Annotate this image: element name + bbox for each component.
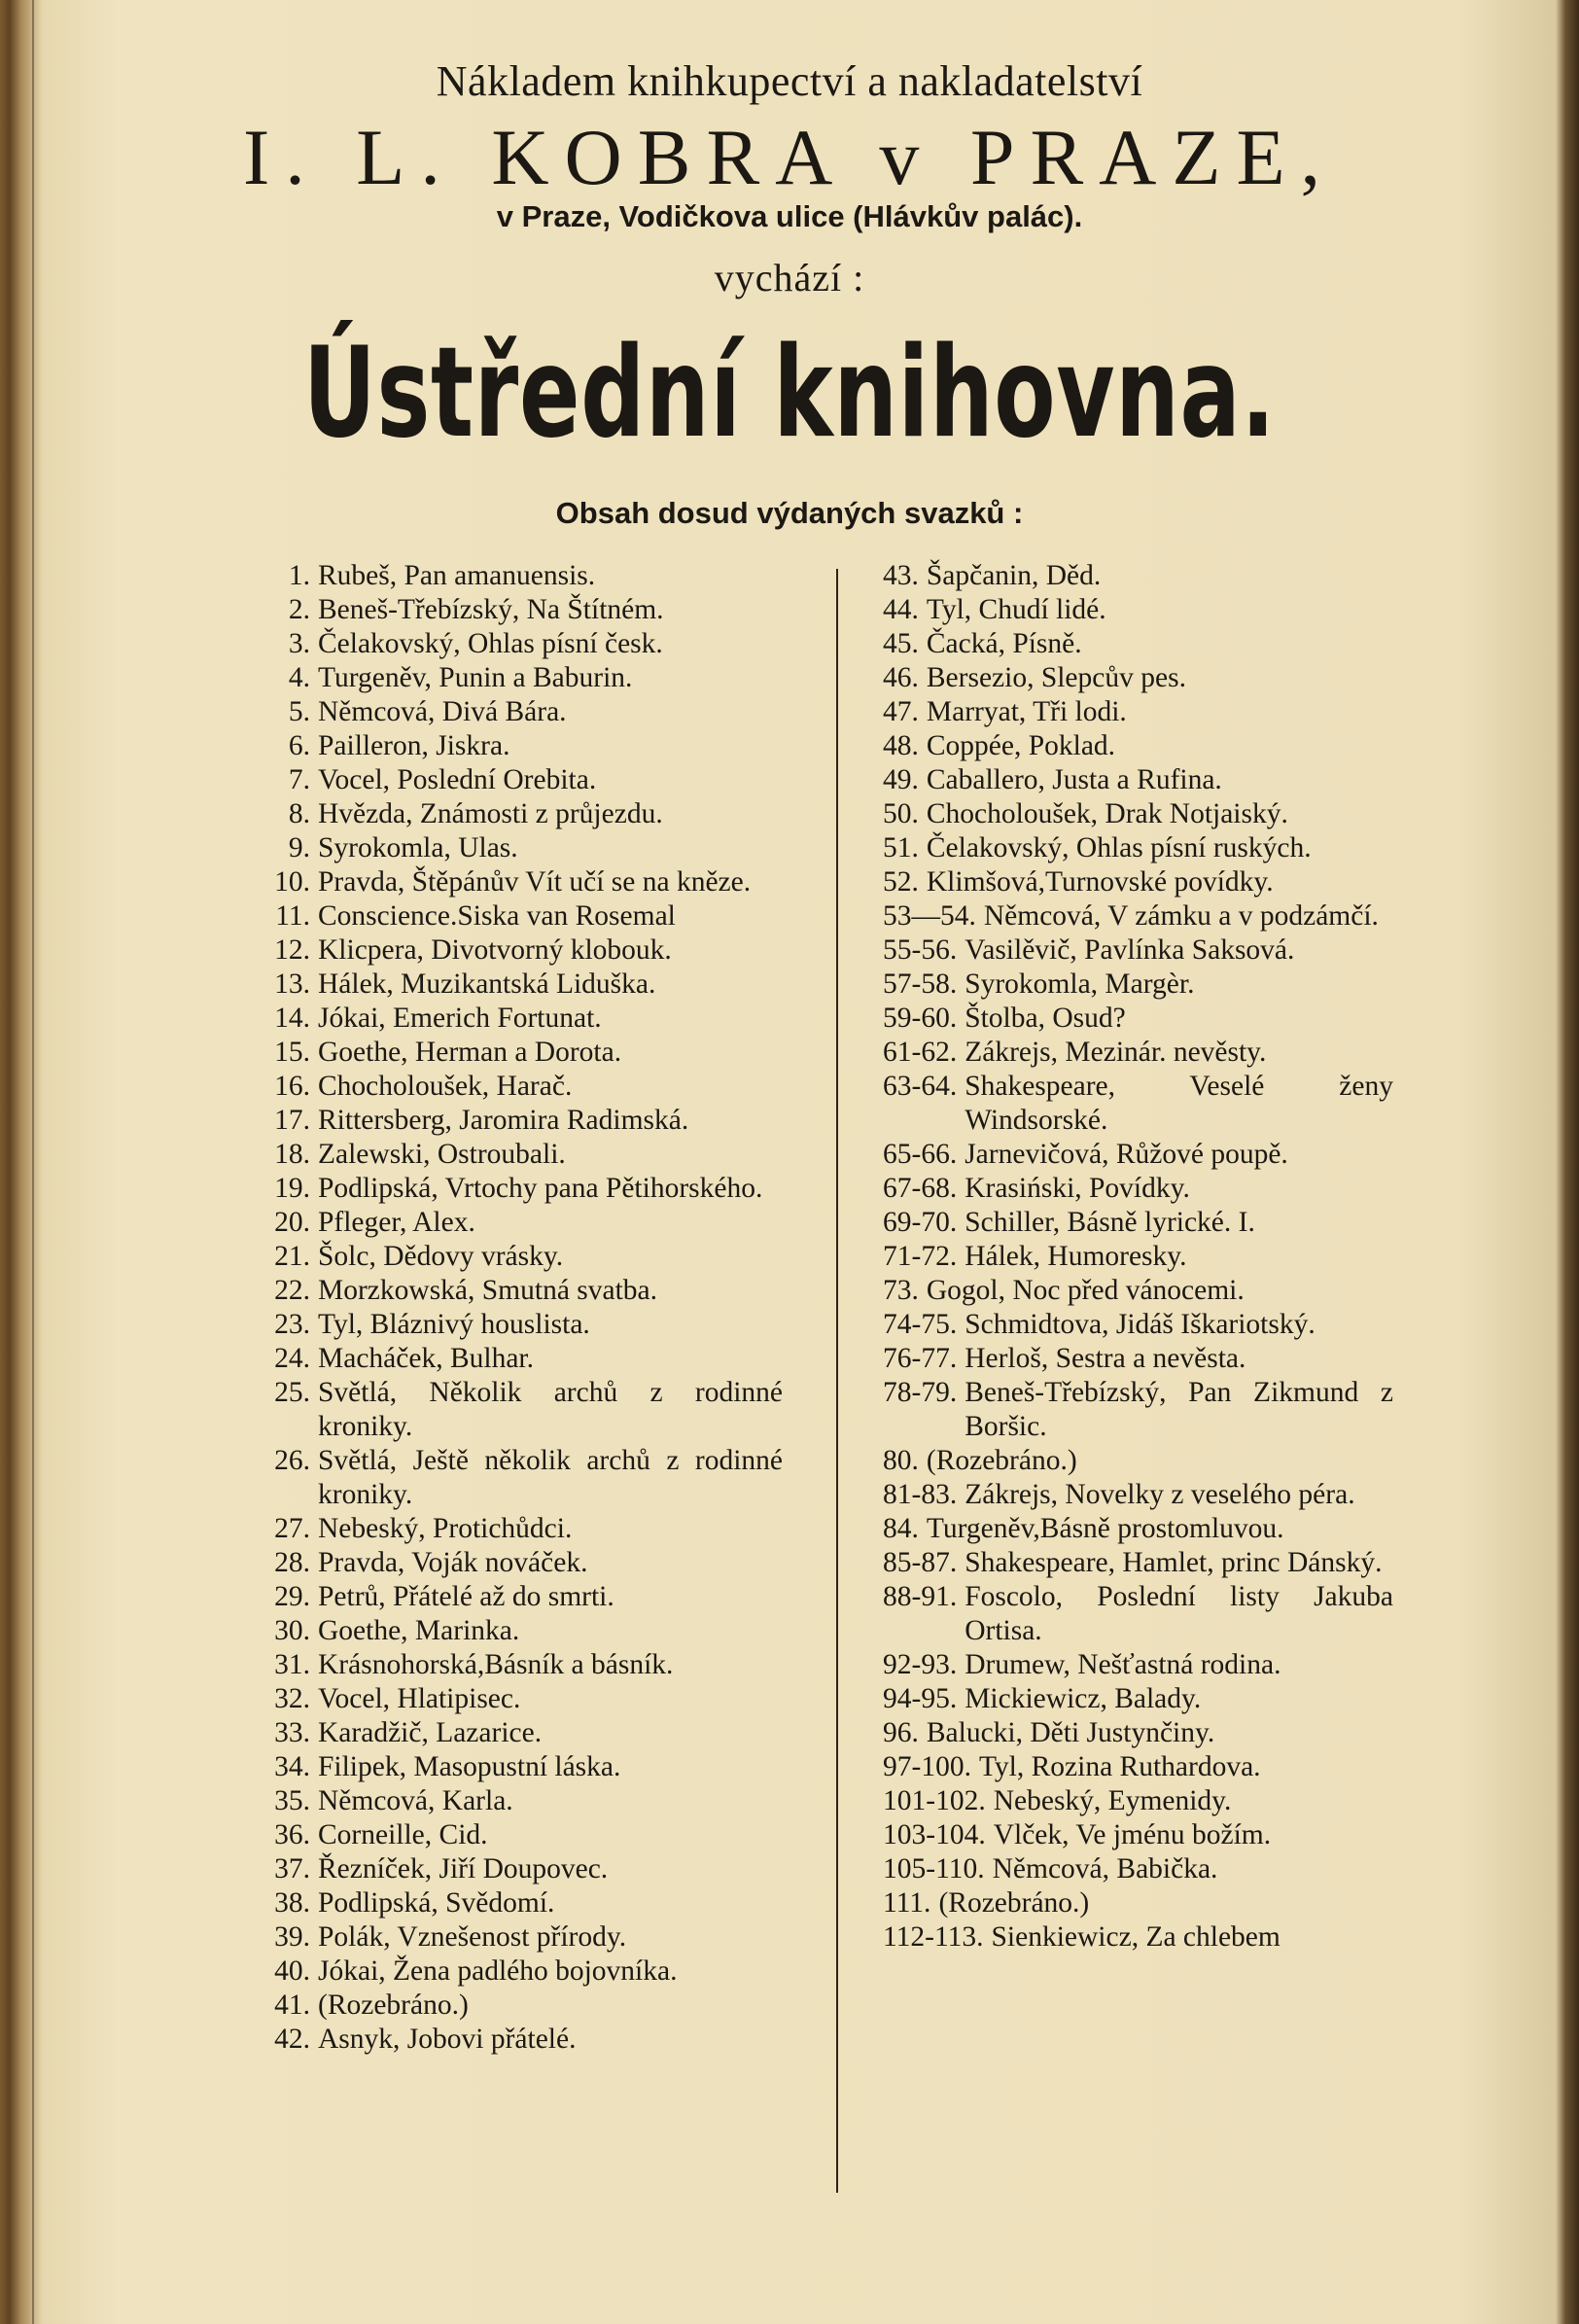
- page-title: Ústřední knihovna.: [302, 321, 1277, 466]
- volume-title: Syrokomla, Margèr.: [965, 968, 1195, 1000]
- publisher-address: v Praze, Vodičkova ulice (Hlávkův palác).: [496, 199, 1083, 233]
- volume-title: Schmidtova, Jidáš Iškariotský.: [965, 1309, 1316, 1340]
- volume-title: Coppée, Poklad.: [926, 730, 1116, 761]
- volume-number: 18.: [274, 1139, 310, 1170]
- list-item: [883, 1920, 1393, 1954]
- volume-number: 81-83.: [883, 1479, 958, 1510]
- volume-title: Polák, Vznešenost přírody.: [318, 1921, 627, 1953]
- volume-title: Čelakovský, Ohlas písní česk.: [318, 628, 663, 659]
- volume-number: 37.: [274, 1853, 310, 1884]
- volume-number: 31.: [274, 1649, 310, 1680]
- volume-number: 57-58.: [883, 968, 958, 1000]
- list-item: [267, 1308, 783, 1342]
- list-item: [267, 1818, 783, 1852]
- volume-number: 49.: [883, 764, 919, 795]
- volume-title: Tyl, Bláznivý houslista.: [318, 1309, 590, 1340]
- list-item: [883, 627, 1393, 661]
- volume-title: Karadžič, Lazarice.: [318, 1717, 543, 1748]
- volume-title: Foscolo, Poslední listy Jakuba Ortisa.: [965, 1581, 1393, 1646]
- list-item: [883, 1648, 1393, 1682]
- volume-title: Čacká, Písně.: [926, 628, 1082, 659]
- volume-number: 16.: [274, 1071, 310, 1102]
- volume-number: 12.: [274, 934, 310, 966]
- volume-title: Krasiński, Povídky.: [965, 1173, 1190, 1204]
- left-column: [267, 559, 783, 2057]
- list-item: [883, 1342, 1393, 1376]
- volume-title: (Rozebráno.): [938, 1887, 1090, 1919]
- list-item: [267, 1070, 783, 1104]
- volume-title: Pailleron, Jiskra.: [318, 730, 510, 761]
- volume-title: Chocholoušek, Drak Notjaiský.: [926, 798, 1288, 829]
- list-item: [267, 1784, 783, 1818]
- volume-title: Chocholoušek, Harač.: [318, 1071, 573, 1102]
- volume-title: Podlipská, Vrtochy pana Pětihorského.: [318, 1173, 763, 1204]
- volume-number: 45.: [883, 628, 919, 659]
- publisher-name: I. L. KOBRA v PRAZE,: [242, 113, 1337, 201]
- list-item: [267, 1920, 783, 1954]
- volume-number: 14.: [274, 1003, 310, 1034]
- list-item: [267, 763, 783, 797]
- volume-number: 5.: [288, 696, 310, 727]
- volume-number: 43.: [883, 560, 919, 591]
- volume-title: Goethe, Marinka.: [318, 1615, 520, 1646]
- list-item: [883, 1138, 1393, 1172]
- list-item: [883, 1818, 1393, 1852]
- volume-title: Čelakovský, Ohlas písní ruských.: [926, 832, 1312, 863]
- volume-title: Hálek, Humoresky.: [965, 1241, 1187, 1272]
- volume-number: 6.: [288, 730, 310, 761]
- volume-number: 7.: [288, 764, 310, 795]
- volume-title: Vocel, Poslední Orebita.: [318, 764, 597, 795]
- volume-number: 88-91.: [883, 1581, 958, 1612]
- volume-title: Jókai, Emerich Fortunat.: [318, 1003, 602, 1034]
- list-item: [267, 1716, 783, 1750]
- list-item: [267, 1274, 783, 1308]
- volume-title: Světlá, Několik archů z rodinné kroniky.: [318, 1377, 783, 1442]
- list-item: [883, 1274, 1393, 1308]
- volume-title: Vasilěvič, Pavlínka Saksová.: [965, 934, 1295, 966]
- volume-title: Podlipská, Svědomí.: [318, 1887, 555, 1919]
- volume-number: 26.: [274, 1445, 310, 1476]
- volume-number: 76-77.: [883, 1343, 958, 1374]
- list-item: [267, 1954, 783, 1989]
- volume-title: Filipek, Masopustní láska.: [318, 1751, 621, 1782]
- volume-title: Shakespeare, Hamlet, princ Dánský.: [965, 1547, 1383, 1578]
- volume-title: Němcová, Divá Bára.: [318, 696, 567, 727]
- list-item: [267, 661, 783, 695]
- volume-title: Hvězda, Známosti z průjezdu.: [318, 798, 663, 829]
- volume-number: 103-104.: [883, 1819, 986, 1850]
- list-item: [883, 1376, 1393, 1444]
- list-item: [883, 763, 1393, 797]
- list-item: [883, 593, 1393, 627]
- list-item: [267, 1750, 783, 1784]
- volume-title: Zákrejs, Novelky z veselého péra.: [965, 1479, 1355, 1510]
- list-item: [267, 831, 783, 865]
- volume-title: Štolba, Osud?: [965, 1003, 1126, 1034]
- volume-title: Mickiewicz, Balady.: [965, 1683, 1202, 1714]
- volume-title: Němcová, V zámku a v podzámčí.: [983, 900, 1379, 932]
- volume-number: 8.: [288, 798, 310, 829]
- volume-title: Shakespeare, Veselé ženy Windsorské.: [965, 1071, 1393, 1136]
- volume-number: 9.: [288, 832, 310, 863]
- list-item: [883, 831, 1393, 865]
- volume-title: Turgeněv, Punin a Baburin.: [318, 662, 633, 693]
- volume-title: Šolc, Dědovy vrásky.: [318, 1241, 564, 1272]
- volume-title: Zalewski, Ostroubali.: [318, 1139, 566, 1170]
- volume-number: 97-100.: [883, 1751, 971, 1782]
- volume-title: Macháček, Bulhar.: [318, 1343, 534, 1374]
- volume-title: Rittersberg, Jaromira Radimská.: [318, 1105, 689, 1136]
- volume-title: Turgeněv,Básně prostomluvou.: [926, 1513, 1284, 1544]
- volume-number: 23.: [274, 1309, 310, 1340]
- list-item: [267, 1002, 783, 1036]
- volume-number: 53—54.: [883, 900, 976, 932]
- volume-title: Balucki, Děti Justynčiny.: [926, 1717, 1215, 1748]
- list-item: [883, 1172, 1393, 1206]
- volume-number: 59-60.: [883, 1003, 958, 1034]
- volume-number: 73.: [883, 1275, 919, 1306]
- list-item: [267, 1240, 783, 1274]
- volume-number: 96.: [883, 1717, 919, 1748]
- list-item: [267, 559, 783, 593]
- list-item: [883, 661, 1393, 695]
- volume-title: Drumew, Nešťastná rodina.: [965, 1649, 1281, 1680]
- volume-number: 84.: [883, 1513, 919, 1544]
- volume-number: 3.: [288, 628, 310, 659]
- volume-number: 30.: [274, 1615, 310, 1646]
- list-item: [883, 1206, 1393, 1240]
- list-item: [883, 729, 1393, 763]
- column-divider: [836, 569, 838, 2193]
- list-item: [267, 968, 783, 1002]
- volume-title: Němcová, Karla.: [318, 1785, 513, 1816]
- volume-title: Syrokomla, Ulas.: [318, 832, 518, 863]
- volume-number: 35.: [274, 1785, 310, 1816]
- volume-title: Němcová, Babička.: [992, 1853, 1218, 1884]
- volume-number: 46.: [883, 662, 919, 693]
- volume-title: Pravda, Štěpánův Vít učí se na kněze.: [318, 866, 752, 898]
- list-item: [267, 695, 783, 729]
- volume-number: 55-56.: [883, 934, 958, 966]
- volume-title: Goethe, Herman a Dorota.: [318, 1037, 622, 1068]
- volume-number: 71-72.: [883, 1241, 958, 1272]
- volume-title: Morzkowská, Smutná svatba.: [318, 1275, 658, 1306]
- list-item: [267, 1852, 783, 1886]
- volume-title: Sienkiewicz, Za chlebem: [991, 1921, 1281, 1953]
- volume-title: Marryat, Tři lodi.: [926, 696, 1127, 727]
- list-item: [267, 1886, 783, 1920]
- list-item: [267, 1376, 783, 1444]
- volume-number: 22.: [274, 1275, 310, 1306]
- volume-number: 67-68.: [883, 1173, 958, 1204]
- list-item: [883, 865, 1393, 899]
- volume-number: 4.: [288, 662, 310, 693]
- list-item: [267, 2023, 783, 2057]
- volume-number: 2.: [288, 594, 310, 625]
- list-item: [267, 1512, 783, 1546]
- volume-title: Rubeš, Pan amanuensis.: [318, 560, 596, 591]
- list-item: [267, 933, 783, 968]
- volume-number: 94-95.: [883, 1683, 958, 1714]
- volume-number: 10.: [274, 866, 310, 898]
- list-item: [883, 1036, 1393, 1070]
- volume-title: Nebeský, Protichůdci.: [318, 1513, 573, 1544]
- volume-number: 48.: [883, 730, 919, 761]
- list-item: [883, 1070, 1393, 1138]
- volume-title: (Rozebráno.): [318, 1989, 469, 2021]
- list-item: [883, 1580, 1393, 1648]
- volume-number: 38.: [274, 1887, 310, 1919]
- volume-number: 51.: [883, 832, 919, 863]
- volume-number: 17.: [274, 1105, 310, 1136]
- volume-title: Klicpera, Divotvorný klobouk.: [318, 934, 672, 966]
- volume-title: Schiller, Básně lyrické. I.: [965, 1207, 1255, 1238]
- volume-number: 47.: [883, 696, 919, 727]
- volume-title: Řezníček, Jiří Doupovec.: [318, 1853, 609, 1884]
- volume-number: 21.: [274, 1241, 310, 1272]
- list-item: [883, 1478, 1393, 1512]
- list-item: [267, 1342, 783, 1376]
- list-item: [883, 899, 1393, 933]
- volume-number: 1.: [288, 560, 310, 591]
- list-item: [267, 1444, 783, 1512]
- list-item: [267, 1104, 783, 1138]
- volume-number: 101-102.: [883, 1785, 986, 1816]
- volume-number: 41.: [274, 1989, 310, 2021]
- list-item: [883, 1240, 1393, 1274]
- list-item: [267, 1614, 783, 1648]
- list-item: [883, 1546, 1393, 1580]
- list-item: [267, 1138, 783, 1172]
- right-column: [883, 559, 1393, 1954]
- volume-number: 11.: [275, 900, 310, 932]
- list-item: [883, 559, 1393, 593]
- list-item: [883, 1750, 1393, 1784]
- volume-number: 20.: [274, 1207, 310, 1238]
- list-item: [883, 1512, 1393, 1546]
- volume-number: 69-70.: [883, 1207, 958, 1238]
- volume-number: 27.: [274, 1513, 310, 1544]
- volume-number: 15.: [274, 1037, 310, 1068]
- volume-title: Tyl, Chudí lidé.: [926, 594, 1106, 625]
- volume-number: 28.: [274, 1547, 310, 1578]
- volume-number: 74-75.: [883, 1309, 958, 1340]
- list-item: [883, 933, 1393, 968]
- volume-title: Gogol, Noc před vánocemi.: [926, 1275, 1245, 1306]
- volume-title: Světlá, Ještě několik archů z rodinné kroniky.: [318, 1445, 783, 1510]
- volume-number: 78-79.: [883, 1377, 958, 1408]
- volume-number: 24.: [274, 1343, 310, 1374]
- volume-title: Krásnohorská,Básník a básník.: [318, 1649, 674, 1680]
- volume-title: Nebeský, Eymenidy.: [993, 1785, 1232, 1816]
- contents-heading: Obsah dosud výdaných svazků :: [555, 496, 1024, 530]
- list-item: [267, 1172, 783, 1206]
- volume-title: Vocel, Hlatipisec.: [318, 1683, 521, 1714]
- list-item: [883, 1308, 1393, 1342]
- list-item: [267, 1989, 783, 2023]
- list-item: [267, 865, 783, 899]
- volume-title: Šapčanin, Děd.: [926, 560, 1102, 591]
- list-item: [267, 899, 783, 933]
- volume-title: Asnyk, Jobovi přátelé.: [318, 2024, 577, 2055]
- list-item: [883, 1716, 1393, 1750]
- volume-title: Tyl, Rozina Ruthardova.: [978, 1751, 1261, 1782]
- volume-number: 50.: [883, 798, 919, 829]
- volume-title: Corneille, Cid.: [318, 1819, 488, 1850]
- volume-number: 63-64.: [883, 1071, 958, 1102]
- list-item: [883, 1682, 1393, 1716]
- volume-number: 33.: [274, 1717, 310, 1748]
- volume-title: Klimšová,Turnovské povídky.: [926, 866, 1274, 898]
- volume-title: Jarnevičová, Růžové poupě.: [965, 1139, 1288, 1170]
- list-item: [267, 1206, 783, 1240]
- volume-title: Pfleger, Alex.: [318, 1207, 475, 1238]
- volume-title: Pravda, Voják nováček.: [318, 1547, 588, 1578]
- volume-title: Vlček, Ve jménu božím.: [993, 1819, 1272, 1850]
- volume-number: 44.: [883, 594, 919, 625]
- list-item: [883, 1886, 1393, 1920]
- volume-number: 92-93.: [883, 1649, 958, 1680]
- volume-number: 32.: [274, 1683, 310, 1714]
- volume-number: 65-66.: [883, 1139, 958, 1170]
- volume-number: 13.: [274, 968, 310, 1000]
- publishes-line: vychází :: [714, 256, 865, 299]
- volume-title: Bersezio, Slepcův pes.: [926, 662, 1186, 693]
- list-item: [267, 797, 783, 831]
- list-item: [883, 797, 1393, 831]
- volume-title: Hálek, Muzikantská Liduška.: [318, 968, 656, 1000]
- volume-title: Beneš-Třebízský, Na Štítném.: [318, 594, 664, 625]
- volume-title: Conscience.Siska van Rosemal: [318, 900, 676, 932]
- list-item: [267, 1580, 783, 1614]
- publisher-line: Nákladem knihkupectví a nakladatelství: [436, 57, 1143, 105]
- volume-number: 80.: [883, 1445, 919, 1476]
- volume-title: (Rozebráno.): [926, 1445, 1077, 1476]
- list-item: [267, 1682, 783, 1716]
- volume-number: 36.: [274, 1819, 310, 1850]
- list-item: [267, 1546, 783, 1580]
- list-item: [267, 627, 783, 661]
- volume-number: 85-87.: [883, 1547, 958, 1578]
- volume-number: 52.: [883, 866, 919, 898]
- volume-number: 40.: [274, 1955, 310, 1987]
- volume-title: Beneš-Třebízský, Pan Zikmund z Boršic.: [965, 1377, 1393, 1442]
- list-item: [267, 593, 783, 627]
- volume-number: 19.: [274, 1173, 310, 1204]
- list-item: [883, 1852, 1393, 1886]
- list-item: [267, 1036, 783, 1070]
- volume-title: Caballero, Justa a Rufina.: [926, 764, 1222, 795]
- volume-number: 42.: [274, 2024, 310, 2055]
- list-item: [883, 1444, 1393, 1478]
- list-item: [883, 1784, 1393, 1818]
- volume-number: 39.: [274, 1921, 310, 1953]
- list-item: [883, 968, 1393, 1002]
- volume-number: 34.: [274, 1751, 310, 1782]
- volume-number: 61-62.: [883, 1037, 958, 1068]
- list-item: [267, 729, 783, 763]
- volume-title: Herloš, Sestra a nevěsta.: [965, 1343, 1246, 1374]
- list-item: [267, 1648, 783, 1682]
- volume-title: Petrů, Přátelé až do smrti.: [318, 1581, 614, 1612]
- volume-title: Zákrejs, Mezinár. nevěsty.: [965, 1037, 1267, 1068]
- volume-number: 112-113.: [883, 1921, 984, 1953]
- binding-edge: [32, 0, 34, 2324]
- volume-title: Jókai, Žena padlého bojovníka.: [318, 1955, 678, 1987]
- list-item: [883, 1002, 1393, 1036]
- volume-number: 29.: [274, 1581, 310, 1612]
- volume-number: 111.: [883, 1887, 931, 1919]
- volume-number: 105-110.: [883, 1853, 985, 1884]
- list-item: [883, 695, 1393, 729]
- volume-number: 25.: [274, 1377, 310, 1408]
